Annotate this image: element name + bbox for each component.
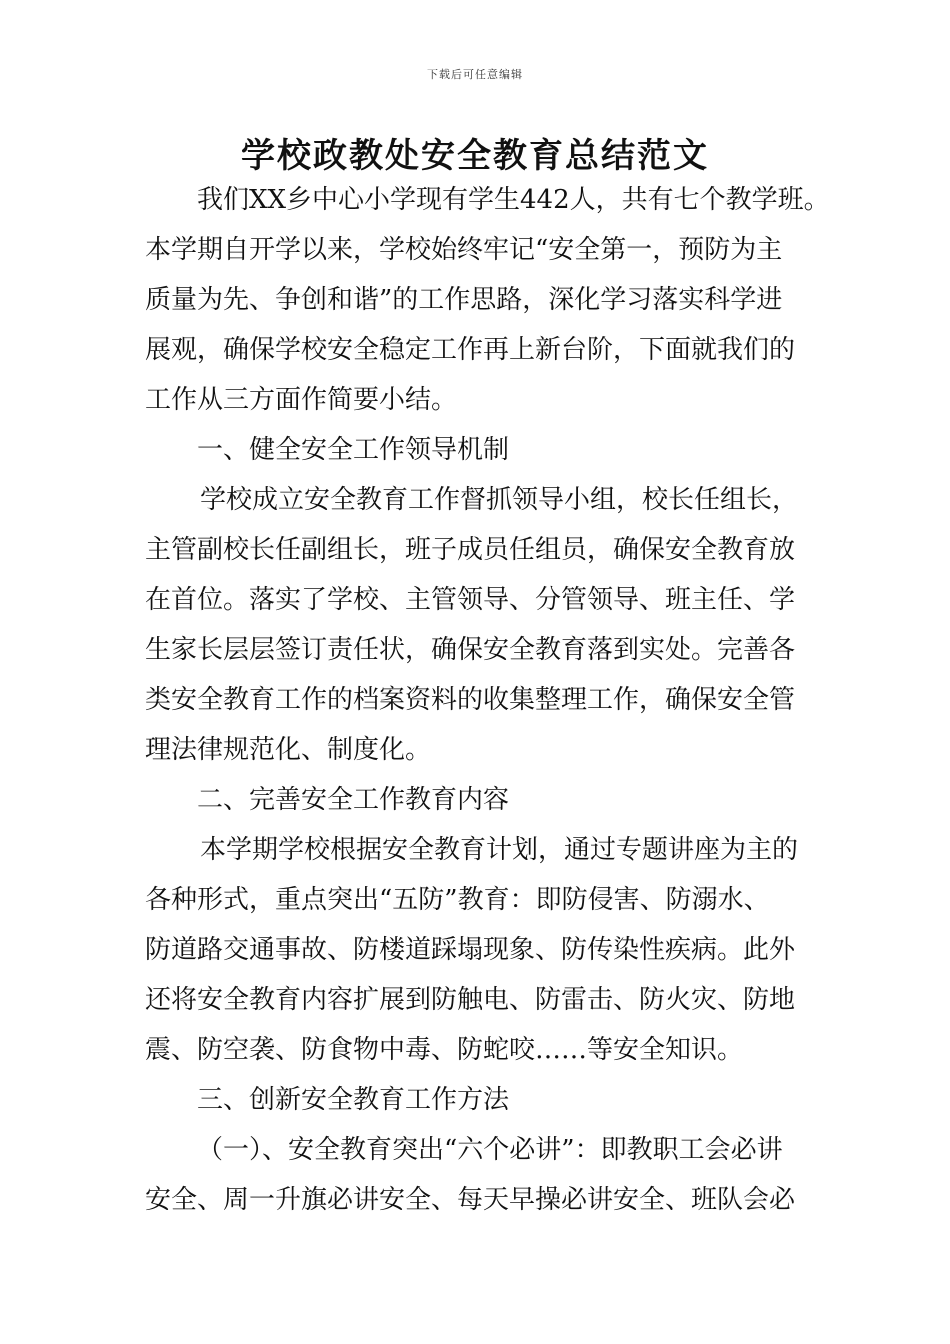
body-line: 我们XX乡中心小学现有学生442人，共有七个教学班。 [197, 185, 830, 215]
body-line: 还将安全教育内容扩展到防触电、防雷击、防火灾、防地 [145, 985, 796, 1015]
body-line: 展观，确保学校安全稳定工作再上新台阶，下面就我们的 [145, 335, 796, 365]
body-line: 安全、周一升旗必讲安全、每天早操必讲安全、班队会必 [145, 1185, 796, 1215]
body-line: 理法律规范化、制度化。 [145, 735, 432, 765]
document-title: 学校政教处安全教育总结范文 [241, 136, 709, 176]
section-heading: 二、完善安全工作教育内容 [197, 785, 510, 815]
body-line: 工作从三方面作简要小结。 [145, 385, 458, 415]
body-line: 本学期自开学以来，学校始终牢记“安全第一，预防为主 [145, 235, 783, 265]
body-line: 学校成立安全教育工作督抓领导小组，校长任组长， [200, 485, 799, 515]
section-heading: 三、创新安全教育工作方法 [197, 1085, 510, 1115]
body-line: 主管副校长任副组长，班子成员任组员，确保安全教育放 [145, 535, 796, 565]
body-line: 类安全教育工作的档案资料的收集整理工作，确保安全管 [145, 685, 796, 715]
body-line: 生家长层层签订责任状，确保安全教育落到实处。完善各 [145, 635, 796, 665]
body-line: （一）、安全教育突出“六个必讲”：即教职工会必讲 [197, 1135, 783, 1165]
header-note: 下载后可任意编辑 [427, 68, 523, 81]
body-line: 质量为先、争创和谐”的工作思路，深化学习落实科学进 [145, 285, 783, 315]
body-line: 各种形式，重点突出“五防”教育：即防侵害、防溺水、 [145, 885, 770, 915]
section-heading: 一、健全安全工作领导机制 [197, 435, 510, 465]
body-line: 本学期学校根据安全教育计划，通过专题讲座为主的 [200, 835, 799, 865]
body-line: 震、防空袭、防食物中毒、防蛇咬……等安全知识。 [145, 1035, 744, 1065]
body-line: 在首位。落实了学校、主管领导、分管领导、班主任、学 [145, 585, 796, 615]
body-line: 防道路交通事故、防楼道踩塌现象、防传染性疾病。此外 [145, 935, 796, 965]
